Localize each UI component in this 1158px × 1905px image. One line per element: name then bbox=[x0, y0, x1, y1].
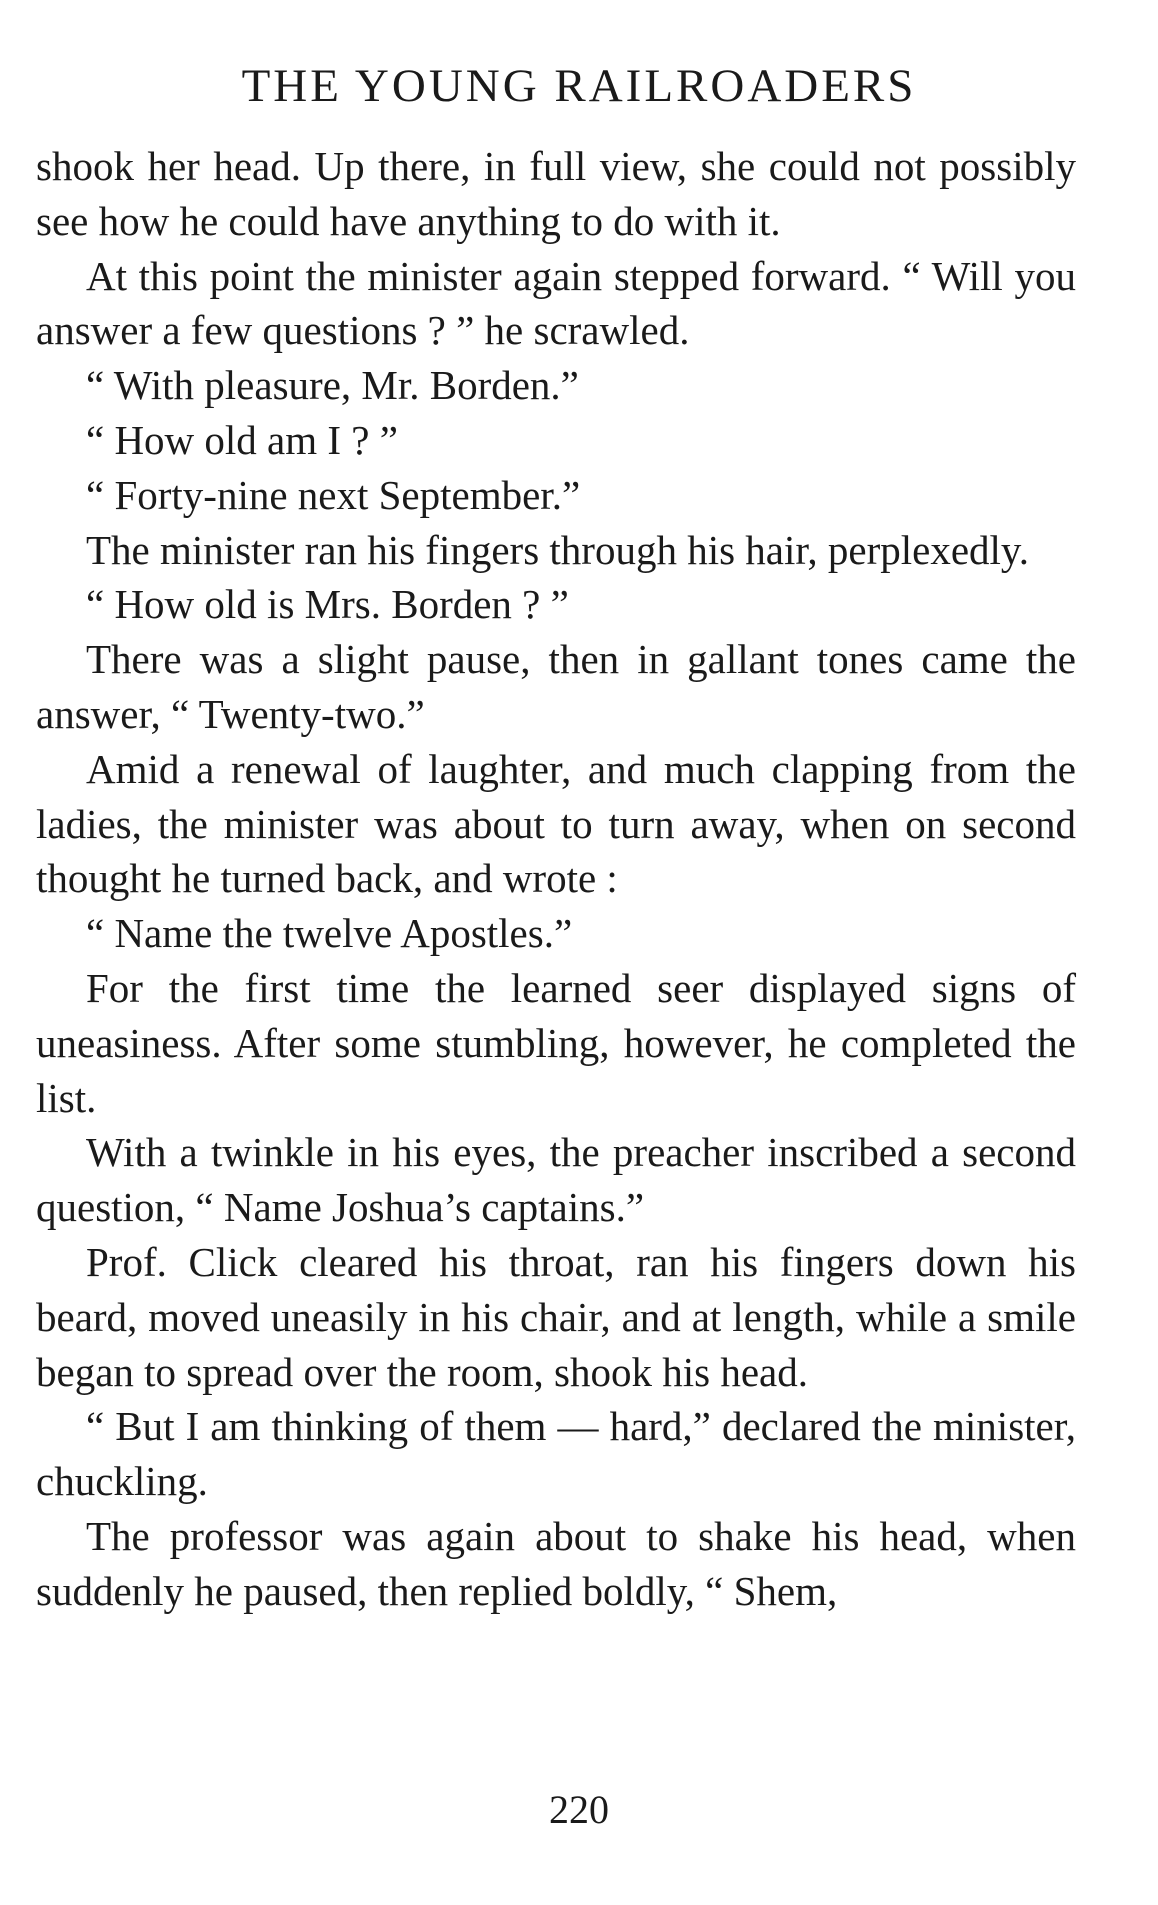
paragraph: The professor was again about to shake his head, when suddenly he paused, then replied boldly, “ Shem, bbox=[36, 1512, 1076, 1614]
paragraph: Prof. Click cleared his throat, ran his fingers down his beard, moved uneasily in his chair, and at length, while a smile began to spread over the room, shook his head. bbox=[36, 1238, 1076, 1395]
paragraph: “ Name the twelve Apostles.” bbox=[86, 910, 573, 957]
paragraph: “ With pleasure, Mr. Borden.” bbox=[86, 362, 579, 409]
paragraph: Amid a renewal of laughter, and much clapping from the ladies, the minister was about to turn away, when on second thought he turned back, and wrote : bbox=[36, 745, 1076, 902]
paragraph: With a twinkle in his eyes, the preacher inscribed a second question, “ Name Joshua’s captains.” bbox=[36, 1129, 1076, 1231]
paragraph: shook her head. Up there, in full view, she could not possibly see how he could have anything to do with it. bbox=[36, 143, 1076, 244]
running-head: THE YOUNG RAILROADERS bbox=[241, 60, 917, 112]
paragraph: The minister ran his fingers through his hair, perplexedly. bbox=[86, 526, 1030, 573]
paragraph: There was a slight pause, then in gallant tones came the answer, “ Twenty-two.” bbox=[36, 636, 1076, 737]
paragraph: “ But I am thinking of them — hard,” declared the minister, chuckling. bbox=[36, 1403, 1076, 1505]
paragraph: For the first time the learned seer displayed signs of uneasiness. After some stumbling, however, he completed the list. bbox=[36, 964, 1076, 1121]
page-number: 220 bbox=[549, 1787, 609, 1832]
paragraph: At this point the minister again stepped forward. “ Will you answer a few questions ? ” he scrawled. bbox=[36, 252, 1076, 354]
paragraph: “ Forty-nine next September.” bbox=[86, 471, 581, 518]
body-text bbox=[36, 139, 1076, 1619]
paragraph: “ How old is Mrs. Borden ? ” bbox=[86, 581, 569, 628]
paragraph: “ How old am I ? ” bbox=[86, 416, 398, 463]
